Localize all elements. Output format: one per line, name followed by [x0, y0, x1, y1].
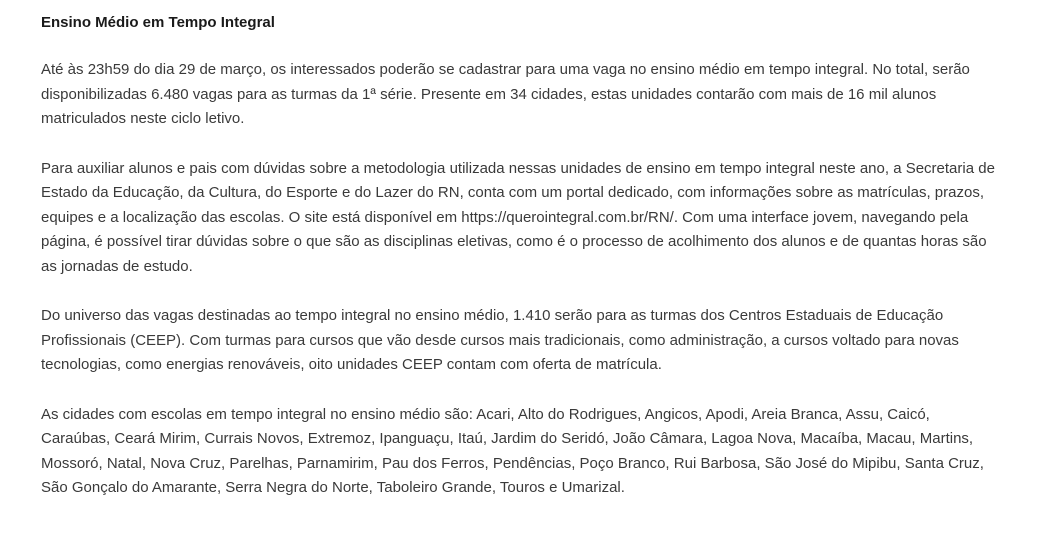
article-title: Ensino Médio em Tempo Integral [41, 14, 275, 31]
article-paragraph-ceep: Do universo das vagas destinadas ao tempo integral no ensino médio, 1.410 serão para as turmas dos Centros Estaduais de Educação Profissionais (CEEP). Com turmas para cursos que vão desde cursos mais tradicionais, como administração, a cursos voltado para novas tecnologias, como energias renováveis, oito unidades CEEP contam com oferta de matrícula. [41, 307, 959, 373]
article-paragraph-cities: As cidades com escolas em tempo integral no ensino médio são: Acari, Alto do Rodrigues, Angicos, Apodi, Areia Branca, Assu, Caicó, Caraúbas, Ceará Mirim, Currais Novos, Extremoz, Ipanguaçu, Itaú, Jardim do Seridó, João Câmara, Lagoa Nova, Macaíba, Macau, Martins, Mossoró, Natal, Nova Cruz, Parelhas, Parnamirim, Pau dos Ferros, Pendências, Poço Branco, Rui Barbosa, São José do Mipibu, Santa Cruz, São Gonçalo do Amarante, Serra Negra do Norte, Taboleiro Grande, Touros e Umarizal. [41, 405, 984, 496]
article-paragraph-registration: Até às 23h59 do dia 29 de março, os interessados poderão se cadastrar para uma vaga no ensino médio em tempo integral. No total, serão disponibilizadas 6.480 vagas para as turmas da 1ª série. Presente em 34 cidades, estas unidades contarão com mais de 16 mil alunos matriculados neste ciclo letivo. [41, 61, 970, 127]
article-paragraph-portal: Para auxiliar alunos e pais com dúvidas sobre a metodologia utilizada nessas unidades de ensino em tempo integral neste ano, a Secretaria de Estado da Educação, da Cultura, do Esporte e do Lazer do RN, conta com um portal dedicado, com informações sobre as matrículas, prazos, equipes e a localização das escolas. O site está disponível em https://querointegral.com.br/RN/. Com uma interface jovem, navegando pela página, é possível tirar dúvidas sobre o que são as disciplinas eletivas, como é o processo de acolhimento dos alunos e de quantas horas são as jornadas de estudo. [41, 159, 995, 275]
